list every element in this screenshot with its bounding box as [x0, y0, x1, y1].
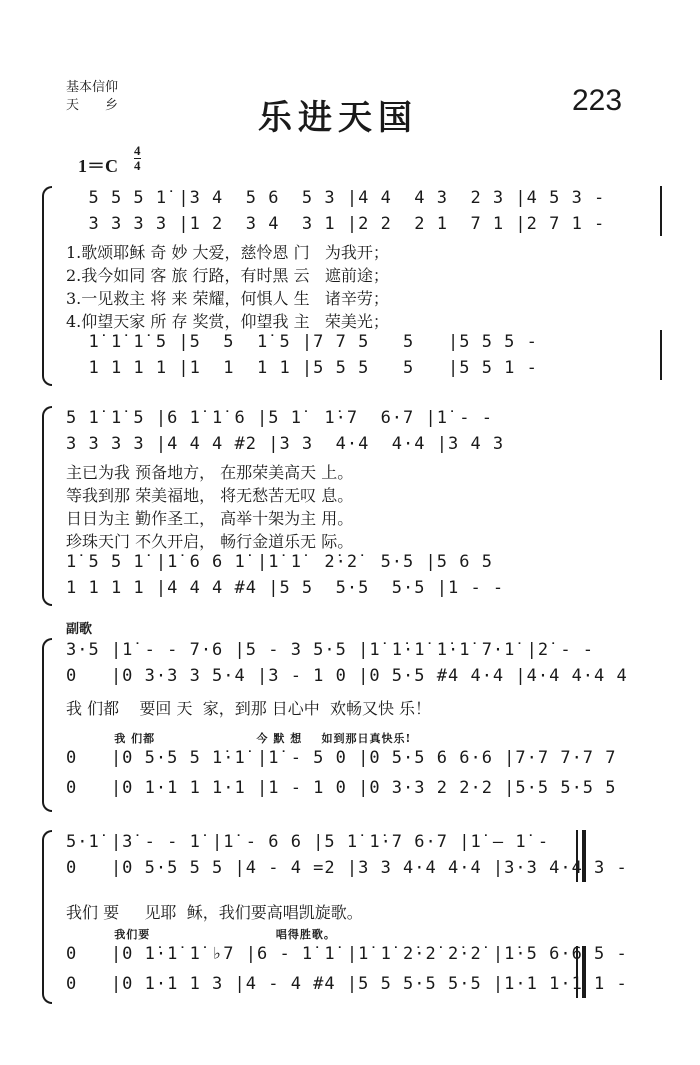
lyric-row: 我 们都 要回 天 家，到那 日心中 欢畅又快 乐！	[66, 699, 432, 718]
lyric-row: 日日为主 勤作圣工， 高举十架为主 用。	[66, 509, 354, 528]
hymn-number: 223	[572, 84, 623, 117]
key-signature: 1＝C	[78, 156, 118, 176]
system-bracket	[42, 406, 52, 606]
staff-row: 3 3 3 3 |4 4 4 #2 |3 3 4·4 4·4 |3 4 3	[66, 434, 505, 454]
staff-row: 0 |0 1̇·1̇ 1̇ ♭7 |6 - 1̇ 1̇ |1̇ 1̇ 2̇·2̇ 2̇·2̇ |1̇·5 6·6 5 -	[66, 944, 628, 964]
chorus-label: 副歌	[66, 622, 93, 637]
system-bracket	[42, 830, 52, 1004]
lyric-row: 我们 要 见耶 稣，我们要高唱凯旋歌。	[66, 903, 363, 922]
staff-row: 1 1 1 1 |4 4 4 #4 |5 5 5·5 5·5 |1 - -	[66, 578, 505, 598]
lyric-row: 等我到那 荣美福地， 将无愁苦无叹 息。	[66, 486, 354, 505]
staff-row: 3 3 3 3 |1 2 3 4 3 1 |2 2 2 1 7 1 |2 7 1 -	[66, 214, 606, 234]
hymn-title: 乐进天国	[258, 98, 418, 138]
lyric-row: 1.歌颂耶稣 奇 妙 大爱，慈怜恩 门 为我开；	[66, 243, 389, 262]
staff-row: 0 |0 5·5 5 5 |4 - 4 =2 |3 3 4·4 4·4 |3·3 4·4 3 -	[66, 858, 628, 878]
staff-row: 1̇ 1̇ 1̇ 5 |5 5 1̇ 5 |7 7 5 5 |5 5 5 -	[66, 332, 538, 352]
staff-row: 0 |0 5·5 5 1̇·1̇ |1̇ - 5 0 |0 5·5 6 6·6 |7·7 7·7 7	[66, 748, 617, 768]
staff-row: 1 1 1 1 |1 1 1 1 |5 5 5 5 |5 5 1 -	[66, 358, 538, 378]
staff-row: 5 1̇ 1̇ 5 |6 1̇ 1̇ 6 |5 1̇ 1̇·7 6·7 |1̇ - -	[66, 408, 493, 428]
lyric-row: 3.一见救主 将 来 荣耀，何惧人 生 诸辛劳；	[66, 289, 389, 308]
hint-lyric-row: 我 们都 今 默 想 如到那日真快乐!	[66, 732, 412, 745]
staff-row: 0 |0 3·3 3 5·4 |3 - 1 0 |0 5·5 #4 4·4 |4·4 4·4 4	[66, 666, 628, 686]
staff-row: 0 |0 1·1 1 1·1 |1 - 1 0 |0 3·3 2 2·2 |5·5 5·5 5	[66, 778, 617, 798]
time-signature-bottom: 4	[134, 158, 141, 173]
staff-row: 5·1̇ |3̇ - - 1̇ |1̇ - 6 6 |5 1̇ 1̇·7 6·7 |1̇ — 1̇ -	[66, 832, 550, 852]
staff-row: 5 5 5 1̇ |3 4 5 6 5 3 |4 4 4 3 2 3 |4 5 3 -	[66, 188, 606, 208]
lyric-row: 2.我今如同 客 旅 行路，有时黑 云 遮前途；	[66, 266, 389, 285]
staff-row: 3·5 |1̇ - - 7·6 |5 - 3 5·5 |1̇ 1̇·1̇ 1̇·1̇ 7·1̇ |2̇ - -	[66, 640, 595, 660]
staff-row: 0 |0 1·1 1 3 |4 - 4 #4 |5 5 5·5 5·5 |1·1 1·1 1 -	[66, 974, 628, 994]
system-bracket	[42, 186, 52, 386]
staff-row: 1̇ 5 5 1̇ |1̇ 6 6 1̇ |1̇ 1̇ 2̇·2̇ 5·5 |5 6 5	[66, 552, 493, 572]
hint-lyric-row: 我们要 唱得胜歌。	[66, 928, 336, 941]
lyric-row: 4.仰望天家 所 存 奖赏，仰望我 主 荣美光；	[66, 312, 389, 331]
lyric-row: 珍珠天门 不久开启， 畅行金道乐无 际。	[66, 532, 354, 551]
system-bracket	[42, 638, 52, 812]
time-signature-top: 4	[134, 143, 141, 158]
hymn-category: 基本信仰	[66, 80, 119, 95]
lyric-row: 主已为我 预备地方， 在那荣美高天 上。	[66, 463, 354, 482]
time-signature	[134, 144, 141, 173]
hymn-subcategory: 天 乡	[66, 98, 119, 113]
